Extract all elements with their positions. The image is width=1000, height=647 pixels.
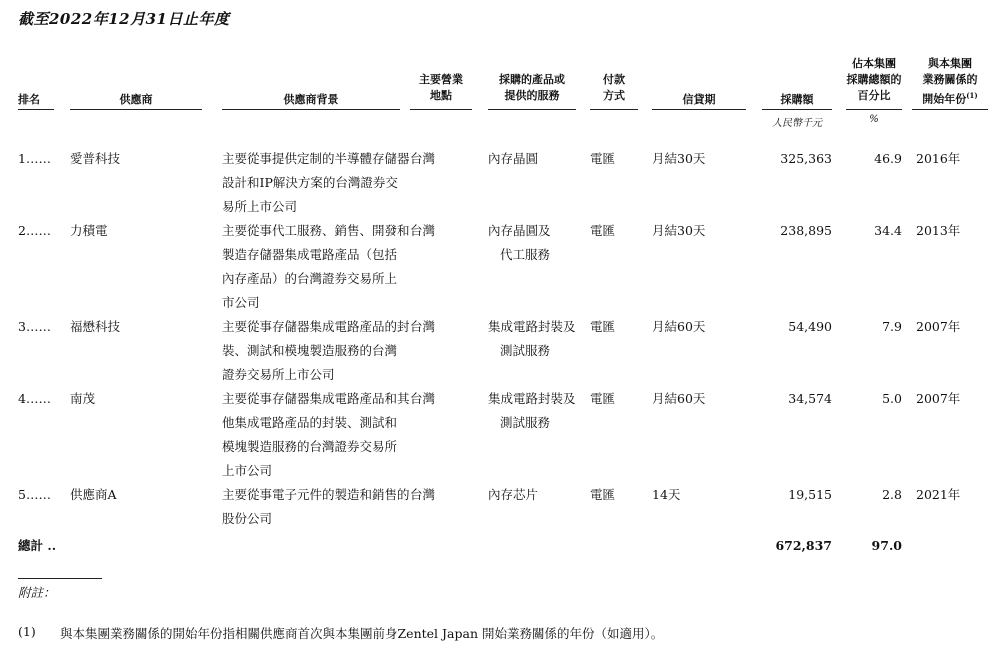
header-rule-amount	[762, 109, 832, 110]
header-pct-line2: 採購總額的	[846, 73, 902, 86]
header-product	[488, 72, 576, 104]
row-background-line: 主要從事存儲器集成電路產品的封	[222, 319, 410, 334]
header-amount-label: 採購額	[780, 93, 814, 106]
row-supplier: 福懋科技	[70, 319, 121, 334]
header-year-line1: 與本集團	[928, 57, 972, 70]
header-rule-location	[410, 109, 472, 110]
row-product-line: 集成電路封裝及	[488, 391, 576, 406]
row-supplier: 南茂	[70, 391, 96, 406]
row-background-line: 主要從事電子元件的製造和銷售的	[222, 487, 410, 502]
row-rank: 1……	[18, 151, 51, 166]
row-location: 台灣	[410, 391, 436, 406]
row-location: 台灣	[410, 151, 436, 166]
header-rank-label: 排名	[18, 93, 40, 106]
row-background	[222, 483, 410, 531]
row-supplier: 力積電	[70, 223, 108, 238]
row-product	[488, 483, 588, 507]
header-rule-rank	[18, 109, 54, 110]
header-product-line2: 提供的服務	[504, 89, 560, 102]
row-background-line: 股份公司	[222, 511, 273, 526]
row-location: 台灣	[410, 319, 436, 334]
row-credit: 月結60天	[652, 391, 706, 406]
header-location	[410, 72, 472, 104]
row-year: 2021年	[916, 487, 961, 502]
row-background-line: 裝、測試和模塊製造服務的台灣	[222, 343, 398, 358]
row-product-line: 測試服務	[500, 343, 551, 358]
table-title: 截至2022年12月31日止年度	[18, 10, 230, 28]
row-payment: 電匯	[590, 151, 616, 166]
header-payment	[590, 72, 638, 104]
row-background-line: 他集成電路產品的封裝、測試和	[222, 415, 398, 430]
row-pct: 2.8	[882, 487, 902, 502]
header-pct-line1: 佔本集團	[852, 57, 896, 70]
row-background	[222, 219, 410, 315]
notes-divider	[18, 578, 102, 579]
header-background-label: 供應商背景	[283, 93, 339, 106]
notes-label: 附註：	[18, 585, 56, 600]
row-background-line: 製造存儲器集成電路產品（包括	[222, 247, 398, 262]
row-year: 2007年	[916, 391, 961, 406]
row-rank: 3……	[18, 319, 51, 334]
header-rule-payment	[590, 109, 638, 110]
row-product-line: 內存晶圓	[488, 151, 539, 166]
row-background	[222, 387, 410, 483]
header-pct-line3: 百分比	[857, 89, 891, 102]
row-background-line: 市公司	[222, 295, 260, 310]
header-rule-credit	[652, 109, 746, 110]
row-background-line: 主要從事提供定制的半導體存儲器	[222, 151, 410, 166]
header-location-line2: 地點	[430, 89, 452, 102]
row-product-line: 集成電路封裝及	[488, 319, 576, 334]
row-product	[488, 387, 588, 435]
row-location: 台灣	[410, 487, 436, 502]
header-year-line2: 業務關係的	[922, 73, 978, 86]
row-pct: 7.9	[882, 319, 902, 334]
row-amount: 19,515	[788, 487, 832, 502]
header-amount	[762, 92, 832, 108]
header-year	[912, 56, 988, 108]
header-pct	[846, 56, 902, 104]
row-amount: 54,490	[788, 319, 832, 334]
header-rank	[18, 92, 48, 108]
row-pct: 46.9	[874, 151, 902, 166]
total-pct: 97.0	[871, 538, 902, 553]
row-year: 2013年	[916, 223, 961, 238]
header-year-note: (1)	[966, 91, 978, 100]
header-rule-year	[912, 109, 988, 110]
total-amount: 672,837	[775, 538, 832, 553]
row-background-line: 證券交易所上市公司	[222, 367, 335, 382]
header-rule-product	[488, 109, 576, 110]
row-amount: 34,574	[788, 391, 832, 406]
row-product	[488, 219, 588, 267]
row-background-line: 模塊製造服務的台灣證券交易所	[222, 439, 398, 454]
row-supplier: 供應商A	[70, 487, 117, 502]
header-rule-supplier	[70, 109, 202, 110]
row-background-line: 主要從事存儲器集成電路產品和其	[222, 391, 410, 406]
unit-amount: 人民幣千元	[772, 118, 822, 129]
row-year: 2007年	[916, 319, 961, 334]
row-background	[222, 147, 410, 219]
row-supplier: 愛普科技	[70, 151, 121, 166]
row-payment: 電匯	[590, 223, 616, 238]
footnote-marker: (1)	[18, 624, 36, 639]
row-product-line: 代工服務	[500, 247, 551, 262]
header-rule-background	[222, 109, 400, 110]
footnote-text: 與本集團業務關係的開始年份指相關供應商首次與本集團前身Zentel Japan 開始業務關係的年份（如適用）。	[60, 626, 664, 641]
header-background	[222, 92, 400, 108]
row-product-line: 內存晶圓及	[488, 223, 551, 238]
header-product-line1: 採購的產品或	[499, 73, 565, 86]
row-rank: 5……	[18, 487, 51, 502]
row-background-line: 主要從事代工服務、銷售、開發和	[222, 223, 410, 238]
row-credit: 月結30天	[652, 151, 706, 166]
row-payment: 電匯	[590, 391, 616, 406]
row-background-line: 上市公司	[222, 463, 273, 478]
row-payment: 電匯	[590, 319, 616, 334]
row-payment: 電匯	[590, 487, 616, 502]
header-rule-pct	[846, 109, 902, 110]
header-supplier-label: 供應商	[119, 93, 153, 106]
header-year-line3: 開始年份	[922, 92, 967, 106]
header-credit-label: 信貸期	[682, 93, 716, 106]
row-pct: 34.4	[874, 223, 902, 238]
header-supplier	[70, 92, 202, 108]
row-background-line: 設計和IP解決方案的台灣證券交	[222, 175, 398, 190]
row-credit: 14天	[652, 487, 681, 502]
row-year: 2016年	[916, 151, 961, 166]
row-credit: 月結60天	[652, 319, 706, 334]
total-label: 總計 ..	[18, 538, 57, 553]
row-product	[488, 147, 588, 171]
row-rank: 2……	[18, 223, 51, 238]
row-pct: 5.0	[882, 391, 902, 406]
row-amount: 325,363	[780, 151, 832, 166]
row-product-line: 內存芯片	[488, 487, 539, 502]
header-location-line1: 主要營業	[419, 73, 463, 86]
header-payment-line2: 方式	[603, 89, 625, 102]
row-credit: 月結30天	[652, 223, 706, 238]
header-payment-line1: 付款	[603, 73, 625, 86]
header-credit	[652, 92, 746, 108]
row-background-line: 內存產品）的台灣證券交易所上	[222, 271, 398, 286]
row-background	[222, 315, 410, 387]
unit-pct: %	[869, 114, 879, 125]
row-product-line: 測試服務	[500, 415, 551, 430]
row-product	[488, 315, 588, 363]
row-background-line: 易所上市公司	[222, 199, 298, 214]
row-rank: 4……	[18, 391, 51, 406]
row-amount: 238,895	[780, 223, 832, 238]
row-location: 台灣	[410, 223, 436, 238]
